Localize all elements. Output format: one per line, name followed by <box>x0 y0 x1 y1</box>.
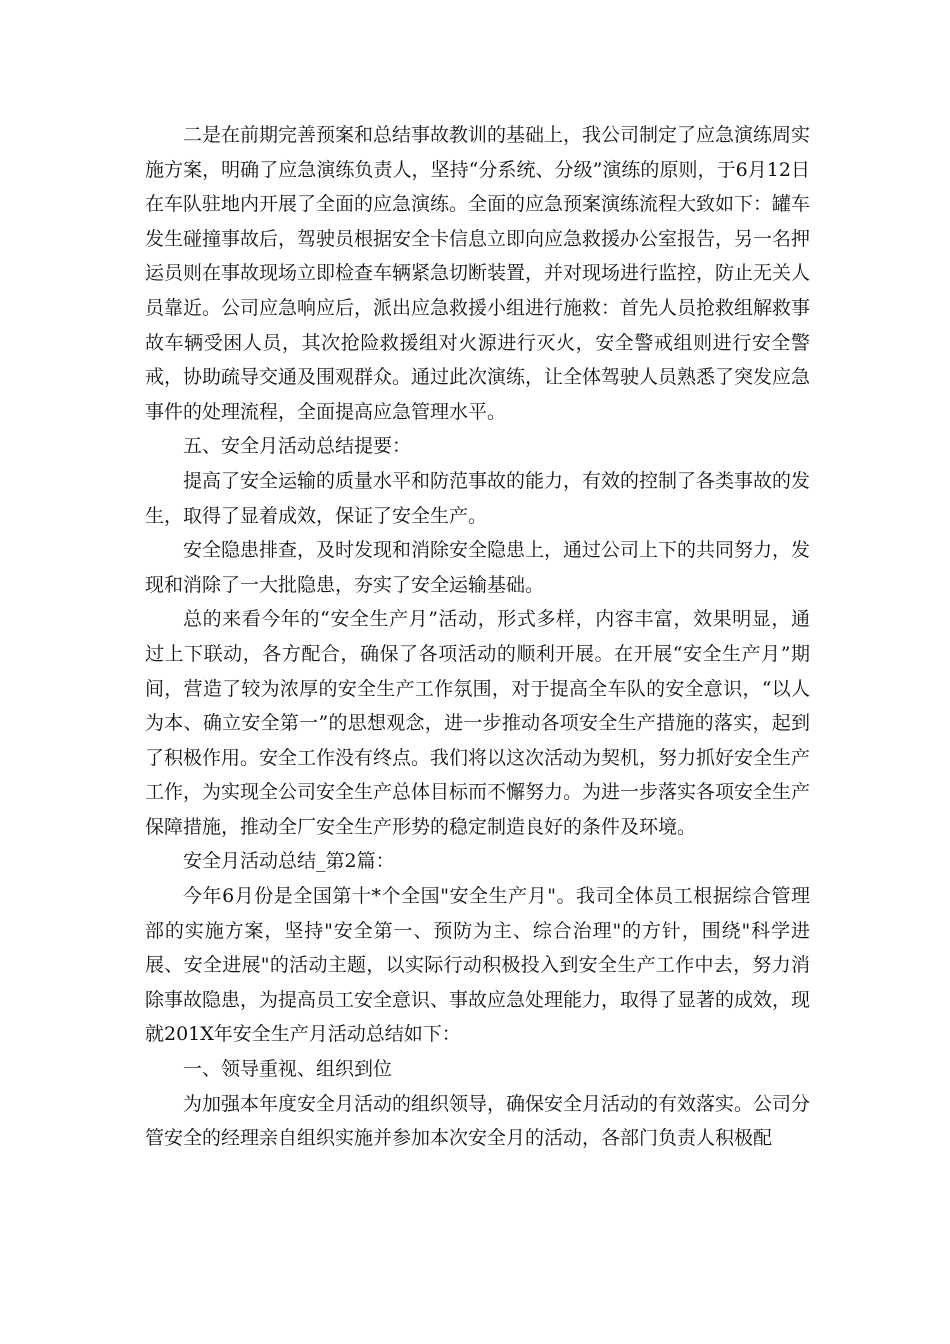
paragraph-quality-improvement: 提高了安全运输的质量水平和防范事故的能力，有效的控制了各类事故的发生，取得了显着成效，保证了安全生产。 <box>145 469 811 527</box>
heading-leadership: 一、领导重视、组织到位 <box>183 1058 393 1081</box>
paragraph-june-safety-month: 今年6月份是全国第十*个全国"安全生产月"。我司全体员工根据综合管理部的实施方案，坚持"安全第一、预防为主、综合治理"的方针，围绕"科学进展、安全进展"的活动主题，以实际行动积极投入到安全生产工作中去，努力消除事故隐患，为提高员工安全意识、事故应急处理能力，取得了显著的成效，现就201X年安全生产月活动总结如下： <box>145 885 811 1046</box>
document-page <box>145 118 810 1156</box>
paragraph-drill-plan: 二是在前期完善预案和总结事故教训的基础上，我公司制定了应急演练周实施方案，明确了应急演练负责人，坚持“分系统、分级”演练的原则，于6月12日在车队驻地内开展了全面的应急演练。全面的应急预案演练流程大致如下：罐车发生碰撞事故后，驾驶员根据安全卡信息立即向应急救援办公室报告，另一名押运员则在事故现场立即检查车辆紧急切断装置，并对现场进行监控，防止无关人员靠近。公司应急响应后，派出应急救援小组进行施救：首先人员抢救组解救事故车辆受困人员，其次抢险救援组对火源进行灭火，安全警戒组则进行安全警戒，协助疏导交通及围观群众。通过此次演练，让全体驾驶人员熟悉了突发应急事件的处理流程，全面提高应急管理水平。 <box>145 124 811 423</box>
paragraph-organization: 为加强本年度安全月活动的组织领导，确保安全月活动的有效落实。公司分管安全的经理亲自组织实施并参加本次安全月的活动，各部门负责人积极配 <box>145 1092 811 1150</box>
paragraph-overall-summary: 总的来看今年的“安全生产月”活动，形式多样，内容丰富，效果明显，通过上下联动，各方配合，确保了各项活动的顺利开展。在开展“安全生产月”期间，营造了较为浓厚的安全生产工作氛围，对于提高全车队的安全意识，“以人为本、确立安全第一”的思想观念，进一步推动各项安全生产措施的落实，起到了积极作用。安全工作没有终点。我们将以这次活动为契机，努力抓好安全生产工作，为实现全公司安全生产总体目标而不懈努力。为进一步落实各项安全生产保障措施，推动全厂安全生产形势的稳定制造良好的条件及环境。 <box>145 608 811 838</box>
paragraph-hazard-inspection: 安全隐患排查，及时发现和消除安全隐患上，通过公司上下的共同努力，发现和消除了一大批隐患，夯实了安全运输基础。 <box>145 539 811 596</box>
heading-part-two: 安全月活动总结_第2篇： <box>183 850 395 873</box>
heading-section-five: 五、安全月活动总结提要： <box>183 435 412 458</box>
